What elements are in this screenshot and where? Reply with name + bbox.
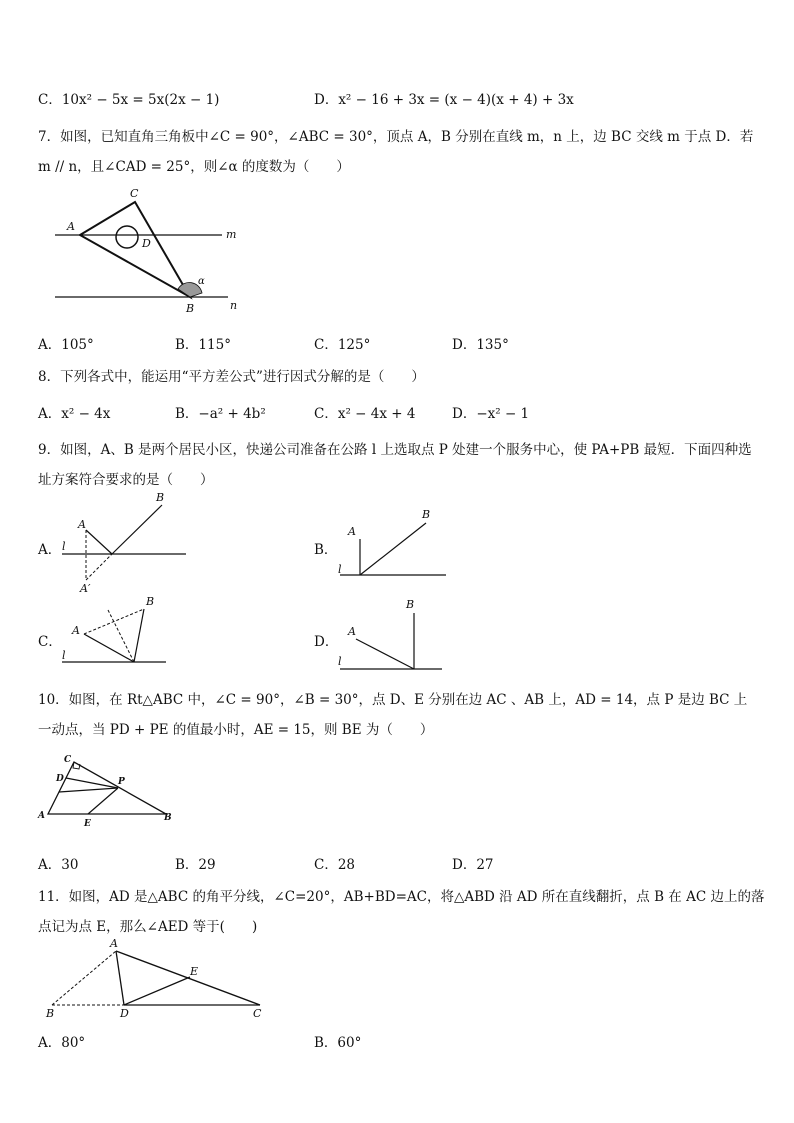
svg-text:B: B <box>406 598 415 611</box>
svg-text:A: A <box>78 518 86 531</box>
q11-option-a: A．80° <box>38 1035 86 1051</box>
q7-option-c: C．125° <box>314 337 371 353</box>
q8-option-a: A．x² − 4x <box>38 406 111 422</box>
svg-text:E: E <box>84 819 91 829</box>
svg-text:A: A <box>348 625 356 638</box>
q9-figure-c <box>58 592 173 672</box>
q7-figure <box>50 185 250 315</box>
q7-option-b: B．115° <box>175 337 231 353</box>
q10-stem-line1: 10．如图，在 Rt△ABC 中，∠C = 90°，∠B = 30°，点 D、E 分别在边 AC 、AB 上，AD = 14，点 P 是边 BC 上 <box>38 692 748 708</box>
label-alpha: α <box>198 276 205 287</box>
svg-text:D: D <box>120 1007 129 1020</box>
label-m: m <box>226 228 237 241</box>
q9-option-b: B． <box>314 542 338 558</box>
q9-option-d: D． <box>314 634 339 650</box>
triangle-abc <box>80 202 190 297</box>
q10-option-c: C．28 <box>314 857 356 873</box>
svg-text:l: l <box>62 649 66 662</box>
q9-figure-d <box>334 597 449 677</box>
q7-option-a: A．105° <box>38 337 94 353</box>
label-b: B <box>186 302 195 315</box>
q11-figure <box>40 935 270 1025</box>
q9-stem-line2: 址方案符合要求的是（ ） <box>38 472 214 488</box>
q7-option-d: D．135° <box>452 337 509 353</box>
svg-text:A: A <box>38 811 45 821</box>
label-d: D <box>142 237 151 250</box>
svg-text:E: E <box>190 965 199 978</box>
q7-stem-line2: m // n，且∠CAD = 25°，则∠α 的度数为（ ） <box>38 159 350 175</box>
q7-stem-line1: 7．如图，已知直角三角板中∠C = 90°，∠ABC = 30°，顶点 A，B 分别在直线 m，n 上，边 BC 交线 m 于点 D．若 <box>38 129 754 145</box>
q9-figure-b <box>334 505 454 585</box>
q8-option-b: B．−a² + 4b² <box>175 406 266 422</box>
q11-stem-line1: 11．如图，AD 是△ABC 的角平分线，∠C=20°，AB+BD=AC，将△ABD 沿 AD 所在直线翻折，点 B 在 AC 边上的落 <box>38 889 765 905</box>
svg-text:B: B <box>146 595 155 608</box>
svg-text:B: B <box>422 508 431 521</box>
svg-text:A: A <box>348 525 356 538</box>
label-n: n <box>230 299 238 312</box>
svg-text:D: D <box>56 774 64 784</box>
svg-text:B: B <box>164 813 172 823</box>
svg-text:l: l <box>338 563 342 576</box>
q10-figure <box>36 752 181 832</box>
svg-text:A: A <box>110 937 118 950</box>
svg-text:l: l <box>338 655 342 668</box>
q11-option-b: B．60° <box>314 1035 362 1051</box>
svg-text:C: C <box>64 755 72 765</box>
label-c: C <box>130 187 139 200</box>
q9-option-a: A． <box>38 542 62 558</box>
svg-text:B: B <box>156 491 165 504</box>
q8-stem: 8．下列各式中，能运用“平方差公式”进行因式分解的是（ ） <box>38 369 425 385</box>
q10-stem-line2: 一动点，当 PD + PE 的值最小时，AE = 15，则 BE 为（ ） <box>38 722 434 738</box>
q9-stem-line1: 9．如图，A、B 是两个居民小区，快递公司准备在公路 l 上选取点 P 处建一个服务中心，使 PA+PB 最短．下面四种选 <box>38 442 752 458</box>
q8-option-d: D．−x² − 1 <box>452 406 530 422</box>
q10-option-a: A．30 <box>38 857 79 873</box>
svg-text:A′: A′ <box>80 582 91 595</box>
q6-option-d: D．x² − 16 + 3x = (x − 4)(x + 4) + 3x <box>314 92 574 108</box>
q10-option-b: B．29 <box>175 857 216 873</box>
svg-text:l: l <box>62 540 66 553</box>
q11-stem-line2: 点记为点 E，那么∠AED 等于( ) <box>38 919 258 935</box>
svg-text:B: B <box>46 1007 55 1020</box>
q9-figure-a <box>58 490 193 595</box>
q9-option-c: C． <box>38 634 62 650</box>
right-angle-circle <box>116 226 138 248</box>
q6-option-c: C．10x² − 5x = 5x(2x − 1) <box>38 92 220 108</box>
svg-text:P: P <box>118 777 125 787</box>
q8-option-c: C．x² − 4x + 4 <box>314 406 416 422</box>
svg-text:A: A <box>72 624 80 637</box>
label-a: A <box>67 220 75 233</box>
svg-text:C: C <box>253 1007 262 1020</box>
q10-option-d: D．27 <box>452 857 494 873</box>
